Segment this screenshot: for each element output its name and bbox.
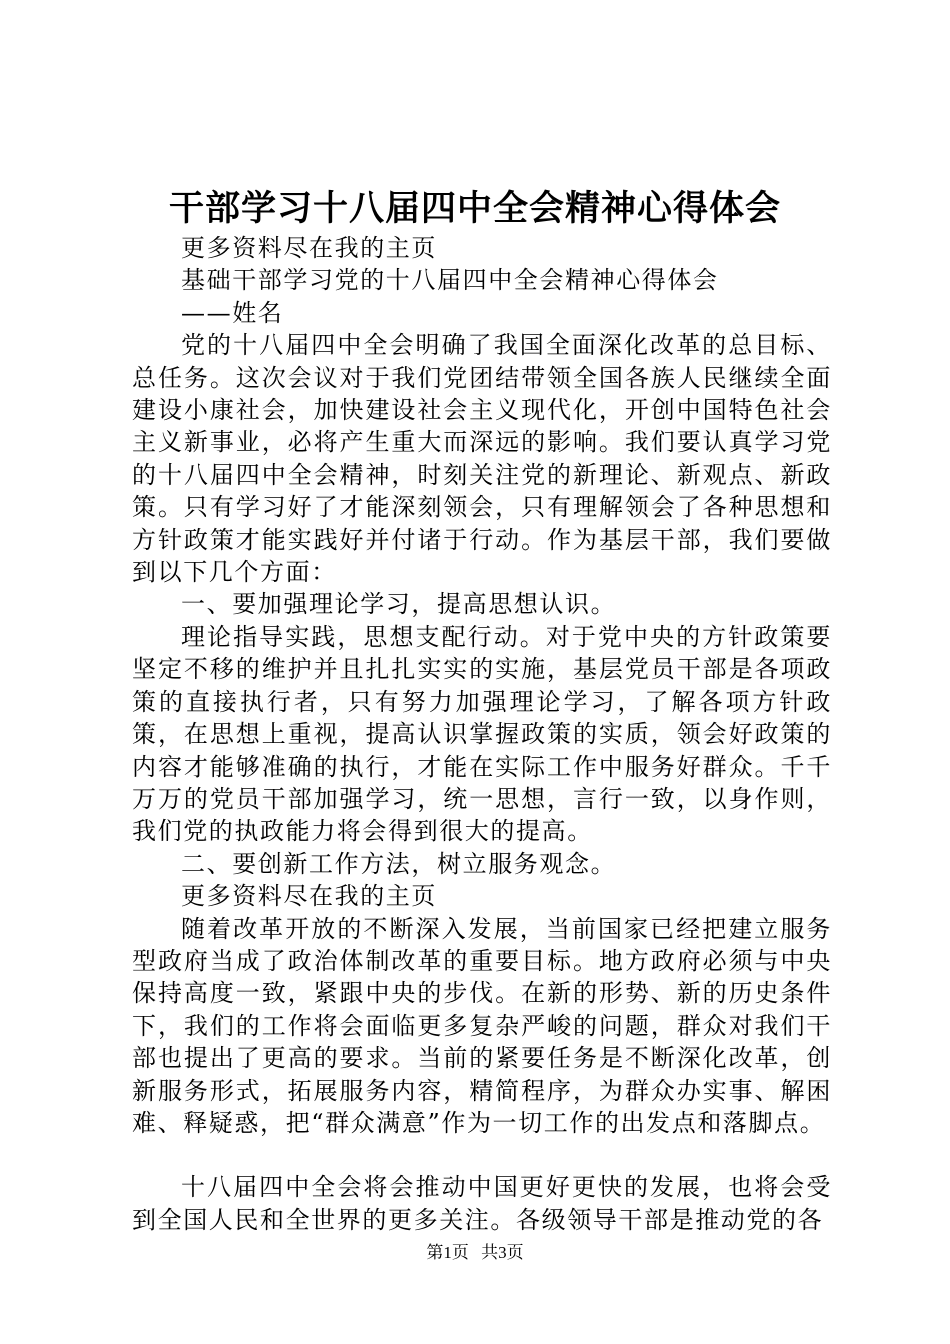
author-line: ——姓名: [181, 298, 284, 327]
section-heading: 二、要创新工作方法，树立服务观念。: [181, 849, 617, 878]
paragraph: 十八届四中全会将会推动中国更好更快的发展，也将会受到全国人民和全世界的更多关注。各级领导干部是推动党的各: [132, 1173, 832, 1234]
section-heading: 一、要加强理论学习，提高思想认识。: [181, 590, 617, 619]
more-info-line: 更多资料尽在我的主页: [181, 882, 437, 911]
page-total: 共3页: [481, 1243, 524, 1262]
paragraph: 随着改革开放的不断深入发展，当前国家已经把建立服务型政府当成了政治体制改革的重要目标。地方政府必须与中央保持高度一致，紧跟中央的步伐。在新的形势、新的历史条件下，我们的工作将会面临更多复杂严峻的问题，群众对我们干部也提出了更高的要求。当前的紧要任务是不断深化改革，创新服务形式，拓展服务内容，精简程序，为群众办实事、解困难、释疑惑，把“群众满意”作为一切工作的出发点和落脚点。: [132, 914, 832, 1137]
document-title: 干部学习十八届四中全会精神心得体会: [168, 188, 781, 229]
paragraph-spacer: [132, 1139, 832, 1171]
document-subtitle: 基础干部学习党的十八届四中全会精神心得体会: [181, 266, 719, 295]
document-body: [132, 232, 832, 1236]
paragraph: 理论指导实践，思想支配行动。对于党中央的方针政策要坚定不移的维护并且扎扎实实的实施，基层党员干部是各项政策的直接执行者，只有努力加强理论学习，了解各项方针政策，在思想上重视，提高认识掌握政策的实质，领会好政策的内容才能够准确的执行，才能在实际工作中服务好群众。千千万万的党员干部加强学习，统一思想，言行一致，以身作则，我们党的执政能力将会得到很大的提高。: [132, 622, 832, 846]
more-info-line: 更多资料尽在我的主页: [181, 234, 437, 262]
paragraph: 党的十八届四中全会明确了我国全面深化改革的总目标、总任务。这次会议对于我们党团结带领全国各族人民继续全面建设小康社会，加快建设社会主义现代化，开创中国特色社会主义新事业，必将产生重大而深远的影响。我们要认真学习党的十八届四中全会精神，时刻关注党的新理论、新观点、新政策。只有学习好了才能深刻领会，只有理解领会了各种思想和方针政策才能实践好并付诸于行动。作为基层干部，我们要做到以下几个方面：: [132, 331, 832, 587]
page-footer: [0, 1242, 950, 1264]
page-number: 第1页: [426, 1243, 469, 1262]
